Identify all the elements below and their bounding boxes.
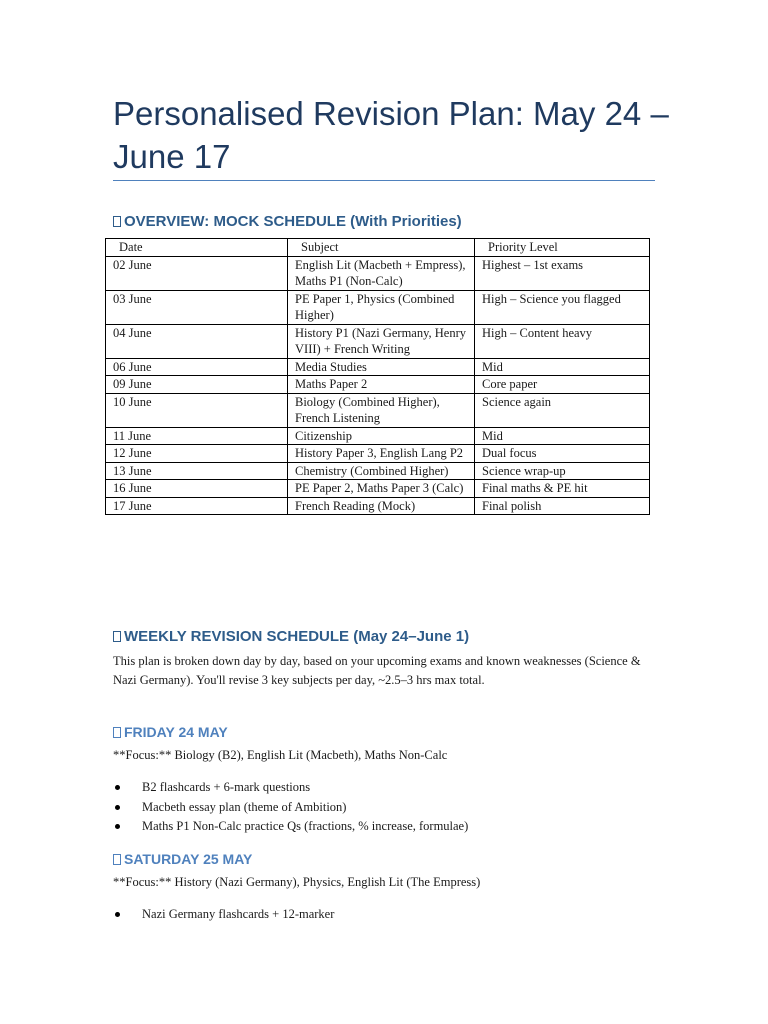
day-heading-saturday	[113, 851, 252, 867]
bullet-icon	[115, 912, 120, 917]
cell-priority: Highest – 1st exams	[475, 256, 650, 290]
column-header-priority: Priority Level	[475, 239, 650, 257]
document-title: Personalised Revision Plan: May 24 – June 17	[113, 95, 669, 175]
list-item	[113, 817, 468, 837]
table-row	[106, 445, 650, 463]
column-header-subject: Subject	[288, 239, 475, 257]
cell-subject: Chemistry (Combined Higher)	[288, 462, 475, 480]
cell-date: 04 June	[106, 324, 288, 358]
mock-schedule-table	[105, 238, 650, 515]
cell-priority: Dual focus	[475, 445, 650, 463]
table-row	[106, 393, 650, 427]
cell-subject: Citizenship	[288, 427, 475, 445]
cell-date: 12 June	[106, 445, 288, 463]
cell-date: 09 June	[106, 376, 288, 394]
bullet-icon	[115, 805, 120, 810]
task-text: B2 flashcards + 6-mark questions	[142, 780, 311, 794]
cell-subject: Maths Paper 2	[288, 376, 475, 394]
day-focus: **Focus:** Biology (B2), English Lit (Macbeth), Maths Non-Calc	[113, 748, 448, 762]
weekly-heading	[113, 628, 469, 645]
cell-subject: History P1 (Nazi Germany, Henry VIII) + French Writing	[288, 324, 475, 358]
cell-subject: PE Paper 1, Physics (Combined Higher)	[288, 290, 475, 324]
cell-date: 06 June	[106, 358, 288, 376]
table-row	[106, 376, 650, 394]
cell-priority: Mid	[475, 427, 650, 445]
cell-date: 16 June	[106, 480, 288, 498]
cell-priority: High – Science you flagged	[475, 290, 650, 324]
overview-heading-text: OVERVIEW: MOCK SCHEDULE (With Priorities)	[124, 213, 462, 230]
cell-date: 17 June	[106, 497, 288, 515]
pin-icon	[113, 854, 121, 865]
cell-date: 13 June	[106, 462, 288, 480]
cell-priority: High – Content heavy	[475, 324, 650, 358]
table-row	[106, 324, 650, 358]
cell-subject: Biology (Combined Higher), French Listening	[288, 393, 475, 427]
cell-subject: Media Studies	[288, 358, 475, 376]
table-row	[106, 427, 650, 445]
day-heading-text: FRIDAY 24 MAY	[124, 724, 228, 740]
cell-date: 10 June	[106, 393, 288, 427]
cell-priority: Science again	[475, 393, 650, 427]
table-row	[106, 497, 650, 515]
pin-icon	[113, 727, 121, 738]
table-header-row	[106, 239, 650, 257]
cell-subject: History Paper 3, English Lang P2	[288, 445, 475, 463]
task-list	[113, 905, 334, 925]
task-list	[113, 778, 468, 837]
cell-date: 02 June	[106, 256, 288, 290]
table-row	[106, 256, 650, 290]
list-item	[113, 798, 468, 818]
task-text: Maths P1 Non-Calc practice Qs (fractions, % increase, formulae)	[142, 819, 469, 833]
table-row	[106, 462, 650, 480]
cell-date: 11 June	[106, 427, 288, 445]
cell-subject: English Lit (Macbeth + Empress), Maths P1 (Non-Calc)	[288, 256, 475, 290]
cell-priority: Core paper	[475, 376, 650, 394]
weekly-heading-text: WEEKLY REVISION SCHEDULE (May 24–June 1)	[124, 628, 470, 645]
cell-subject: French Reading (Mock)	[288, 497, 475, 515]
cell-priority: Science wrap-up	[475, 462, 650, 480]
weekly-intro: This plan is broken down day by day, based on your upcoming exams and known weaknesses (Science & Nazi Germany). You'll revise 3 key subjects per day, ~2.5–3 hrs max total.	[113, 654, 641, 687]
table-row	[106, 290, 650, 324]
list-item	[113, 778, 468, 798]
overview-heading	[113, 213, 462, 230]
calendar-icon	[113, 631, 121, 642]
cell-priority: Mid	[475, 358, 650, 376]
title-underline	[113, 180, 655, 181]
day-heading-text: SATURDAY 25 MAY	[124, 851, 253, 867]
bullet-icon	[115, 785, 120, 790]
bullet-icon	[115, 824, 120, 829]
cell-priority: Final maths & PE hit	[475, 480, 650, 498]
table-row	[106, 480, 650, 498]
day-heading-friday	[113, 724, 228, 740]
list-item	[113, 905, 334, 925]
calendar-icon	[113, 216, 121, 227]
column-header-date: Date	[106, 239, 288, 257]
task-text: Macbeth essay plan (theme of Ambition)	[142, 799, 347, 814]
day-focus: **Focus:** History (Nazi Germany), Physics, English Lit (The Empress)	[113, 875, 481, 889]
cell-date: 03 June	[106, 290, 288, 324]
task-text: Nazi Germany flashcards + 12-marker	[142, 907, 335, 921]
cell-subject: PE Paper 2, Maths Paper 3 (Calc)	[288, 480, 475, 498]
cell-priority: Final polish	[475, 497, 650, 515]
table-row	[106, 358, 650, 376]
